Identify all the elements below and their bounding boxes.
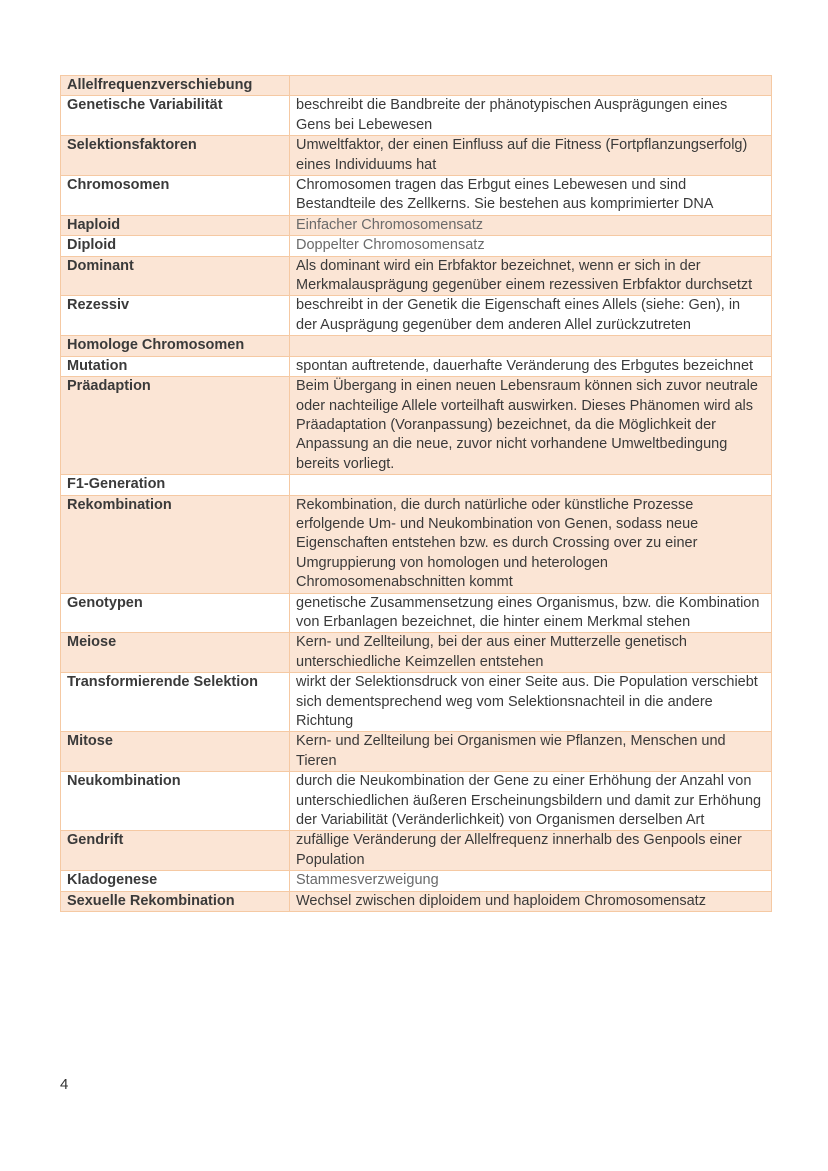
glossary-term: Selektionsfaktoren	[61, 136, 290, 176]
glossary-term: Präadaption	[61, 377, 290, 475]
glossary-definition: genetische Zusammensetzung eines Organismus, bzw. die Kombination von Erbanlagen bezeichnet, die hinter einem Merkmal stehen	[290, 593, 772, 633]
glossary-definition: Als dominant wird ein Erbfaktor bezeichnet, wenn er sich in der Merkmalausprägung gegenüber einem rezessiven Erbfaktor durchsetzt	[290, 256, 772, 296]
glossary-row	[61, 633, 772, 673]
glossary-definition: beschreibt in der Genetik die Eigenschaft eines Allels (siehe: Gen), in der Ausprägung gegenüber dem anderen Allel zurückzutreten	[290, 296, 772, 336]
glossary-row	[61, 296, 772, 336]
glossary-row	[61, 495, 772, 593]
glossary-definition: wirkt der Selektionsdruck von einer Seite aus. Die Population verschiebt sich dementsprechend weg vom Selektionsnachteil in die andere Richtung	[290, 673, 772, 732]
glossary-definition	[290, 336, 772, 356]
glossary-term: Meiose	[61, 633, 290, 673]
glossary-term: Homologe Chromosomen	[61, 336, 290, 356]
glossary-term: Allelfrequenzverschiebung	[61, 76, 290, 96]
glossary-definition: Beim Übergang in einen neuen Lebensraum können sich zuvor neutrale oder nachteilige Allele vorteilhaft auswirken. Dieses Phänomen wird als Präadaptation (Voranpassung) bezeichnet, da die Möglichkeit der Anpassung an die neue, zuvor nicht vorhandene Umweltbedingung bereits vorliegt.	[290, 377, 772, 475]
glossary-row	[61, 475, 772, 495]
glossary-term: Rekombination	[61, 495, 290, 593]
glossary-definition	[290, 76, 772, 96]
glossary-term: Haploid	[61, 215, 290, 235]
glossary-term: Genetische Variabilität	[61, 96, 290, 136]
glossary-term: Genotypen	[61, 593, 290, 633]
glossary-body	[61, 76, 772, 912]
glossary-term: Kladogenese	[61, 871, 290, 891]
glossary-definition: durch die Neukombination der Gene zu einer Erhöhung der Anzahl von unterschiedlichen äußeren Erscheinungsbildern und damit zur Erhöhung der Variabilität (Veränderlichkeit) von Organismen derselben Art	[290, 772, 772, 831]
glossary-row	[61, 871, 772, 891]
glossary-definition: Chromosomen tragen das Erbgut eines Lebewesen und sind Bestandteile des Zellkerns. Sie bestehen aus komprimierter DNA	[290, 176, 772, 216]
glossary-term: Sexuelle Rekombination	[61, 891, 290, 911]
glossary-row	[61, 673, 772, 732]
glossary-term: Diploid	[61, 236, 290, 256]
glossary-row	[61, 236, 772, 256]
glossary-term: Rezessiv	[61, 296, 290, 336]
glossary-term: Transformierende Selektion	[61, 673, 290, 732]
glossary-definition: Wechsel zwischen diploidem und haploidem Chromosomensatz	[290, 891, 772, 911]
glossary-row	[61, 772, 772, 831]
glossary-definition: Kern- und Zellteilung, bei der aus einer Mutterzelle genetisch unterschiedliche Keimzellen entstehen	[290, 633, 772, 673]
glossary-row	[61, 891, 772, 911]
glossary-definition: spontan auftretende, dauerhafte Veränderung des Erbgutes bezeichnet	[290, 356, 772, 376]
glossary-row	[61, 215, 772, 235]
glossary-definition: beschreibt die Bandbreite der phänotypischen Ausprägungen eines Gens bei Lebewesen	[290, 96, 772, 136]
glossary-row	[61, 356, 772, 376]
glossary-definition: Kern- und Zellteilung bei Organismen wie Pflanzen, Menschen und Tieren	[290, 732, 772, 772]
glossary-definition: Rekombination, die durch natürliche oder künstliche Prozesse erfolgende Um- und Neukombination von Genen, sodass neue Eigenschaften entstehen bzw. es durch Crossing over zu einer Umgruppierung von homologen und heterologen Chromosomenabschnitten kommt	[290, 495, 772, 593]
glossary-row	[61, 336, 772, 356]
glossary-row	[61, 732, 772, 772]
glossary-row	[61, 176, 772, 216]
glossary-definition: Einfacher Chromosomensatz	[290, 215, 772, 235]
glossary-row	[61, 831, 772, 871]
glossary-definition: Doppelter Chromosomensatz	[290, 236, 772, 256]
glossary-definition	[290, 475, 772, 495]
glossary-term: Mitose	[61, 732, 290, 772]
page-number: 4	[60, 1076, 69, 1093]
glossary-row	[61, 136, 772, 176]
glossary-definition: Umweltfaktor, der einen Einfluss auf die Fitness (Fortpflanzungserfolg) eines Individuums hat	[290, 136, 772, 176]
glossary-term: Gendrift	[61, 831, 290, 871]
glossary-row	[61, 377, 772, 475]
glossary-definition: Stammesverzweigung	[290, 871, 772, 891]
glossary-row	[61, 96, 772, 136]
glossary-row	[61, 76, 772, 96]
glossary-term: F1-Generation	[61, 475, 290, 495]
glossary-row	[61, 593, 772, 633]
glossary-term: Dominant	[61, 256, 290, 296]
glossary-term: Chromosomen	[61, 176, 290, 216]
glossary-term: Mutation	[61, 356, 290, 376]
glossary-term: Neukombination	[61, 772, 290, 831]
glossary-row	[61, 256, 772, 296]
glossary-table	[60, 75, 772, 912]
glossary-definition: zufällige Veränderung der Allelfrequenz innerhalb des Genpools einer Population	[290, 831, 772, 871]
